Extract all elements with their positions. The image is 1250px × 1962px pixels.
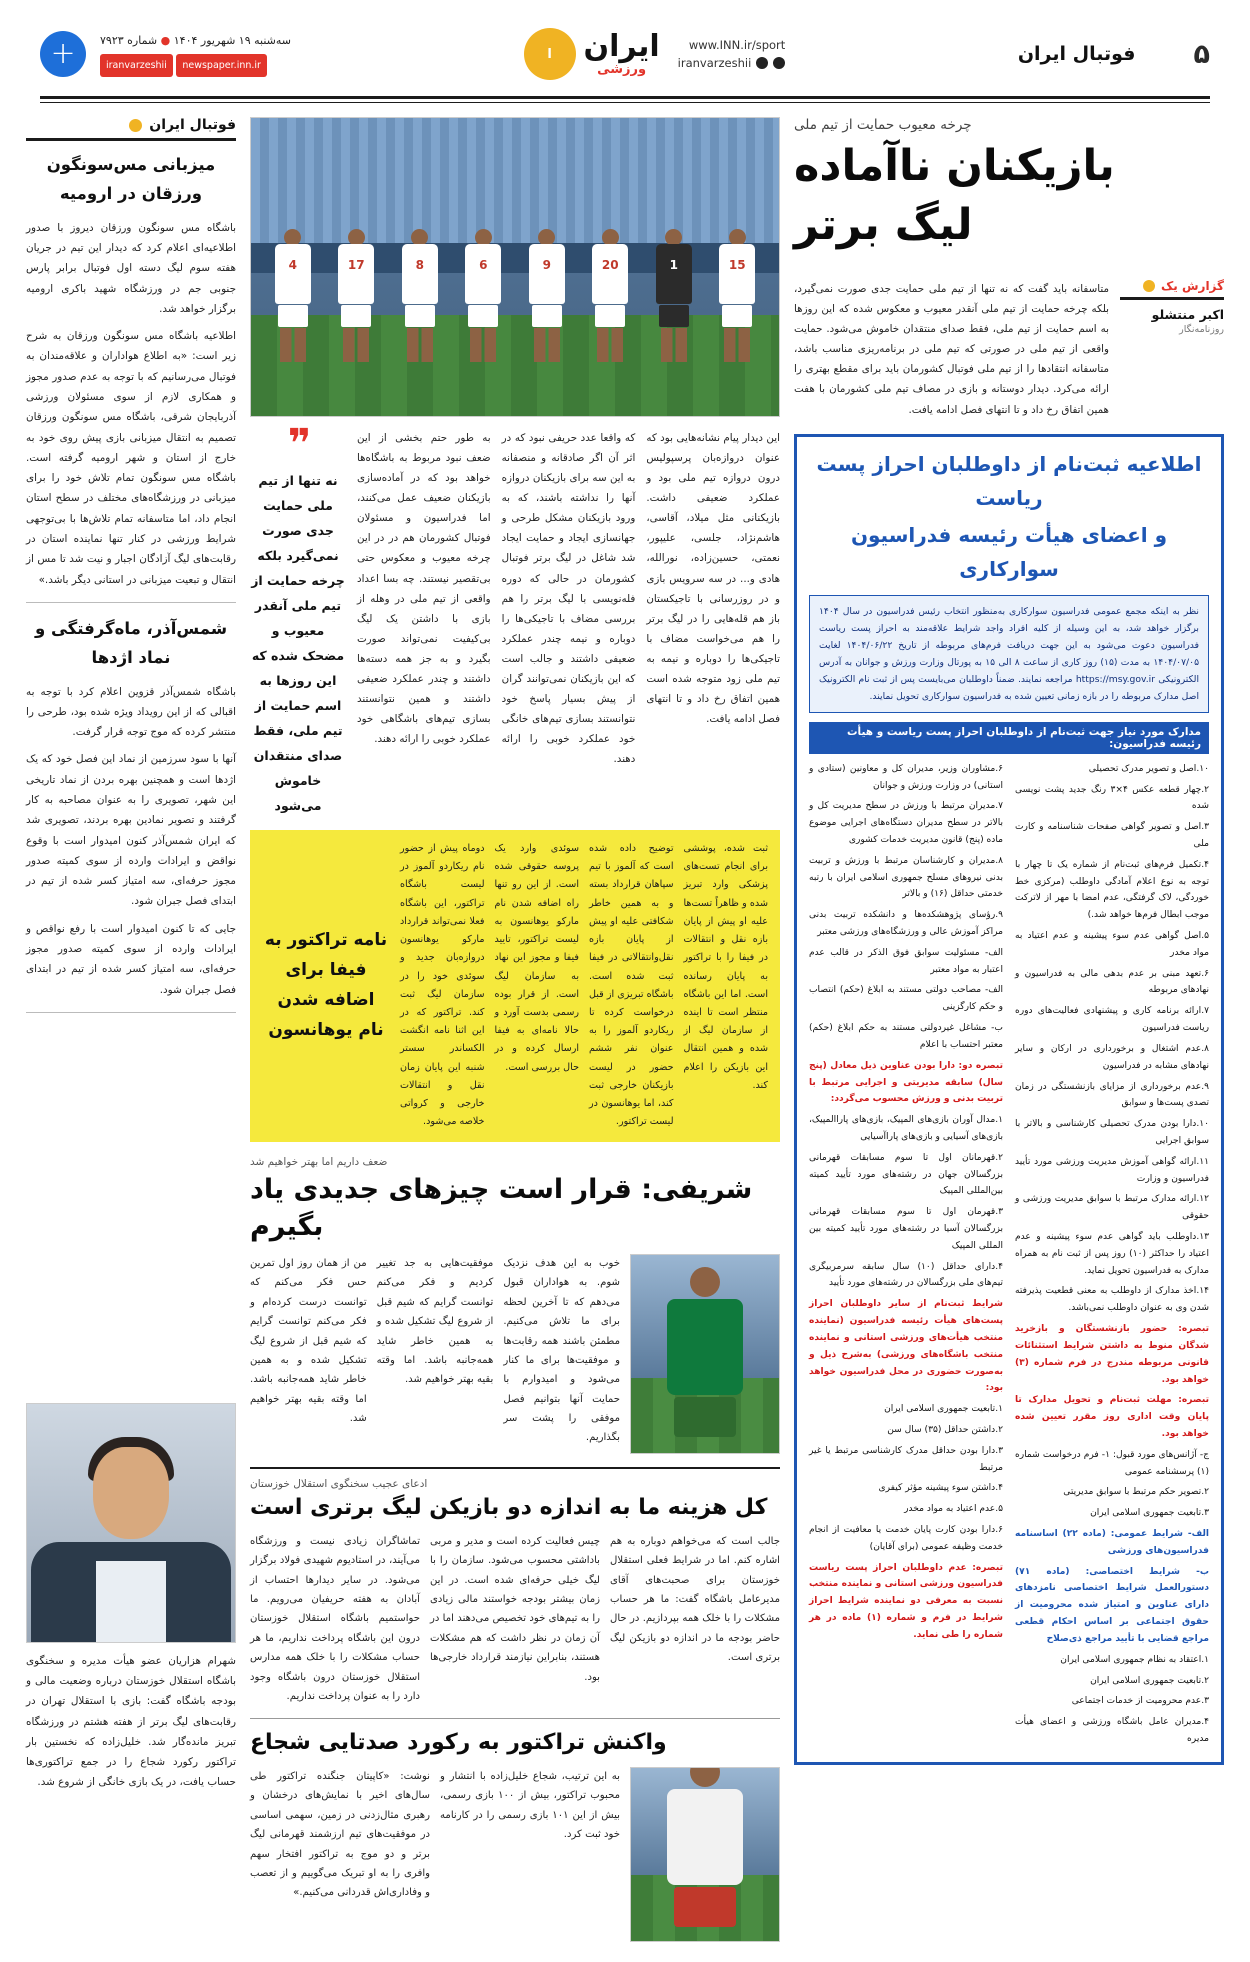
ann-l-22: ۲.تابعیت جمهوری اسلامی ایران — [1090, 1675, 1209, 1686]
lead-quote-area — [250, 421, 780, 818]
quote-mark-icon: ❞ — [287, 421, 309, 467]
sharifi-body — [250, 1254, 780, 1454]
yellow-col-4: دوماه پیش از حضور نام ریکاردو آلموز در لیست باشگاه تراکتور، این باشگاه فعلا نمی‌تواند قرارداد مارکو یوهانسون دروازه‌بان جدید و سوئدی خود را در سازمان لیگ ثبت کند. تراکتور که در این اثنا نامه انگشت الکساندر سستر شنبه این پایان زمان نقل و انتقالات خارجی و کرواتی خلاصه می‌شود. — [400, 843, 485, 1128]
issue-info: سه‌شنبه ۱۹ شهریور ۱۴۰۴ ● شماره ۷۹۲۳ newspaper.inn.ir iranvarzeshii — [100, 31, 291, 77]
ann-r-11: ۴.دارای حداقل (۱۰) سال سابقه سرمربیگری تیم‌های ملی بزرگسالان در رشته‌های مورد تأیید — [809, 1261, 1003, 1289]
sidebar-section-label: فوتبال ایران — [149, 117, 236, 133]
sharifi-photo — [630, 1254, 780, 1454]
ann-r-5: الف- مصاحب دولتی مستند به ابلاغ (حکم) انتصاب و حکم کارگزینی — [809, 985, 1003, 1013]
sb1-p0: باشگاه مس سونگون ورزقان دیروز با صدور اطلاعیه‌ای اعلام کرد که دیدار این تیم در جریان هفته سوم لیگ دسته اول فوتبال برابر پارس جنوبی جم در ورزشگاه شهید باکری ارومیه برگزار خواهد شد. — [26, 221, 236, 315]
ann-r-6: ب- مشاغل غیردولتی مستند به حکم ابلاغ (حکم) معتبر احتساب با اعلام — [809, 1023, 1003, 1050]
ann-r-15: ۳.دارا بودن حداقل مدرک کارشناسی مرتبط یا غیر مرتبط — [809, 1445, 1003, 1473]
ann-r-1: ۷.مدیران مرتبط با ورزش در سطح مدیریت کل و بالاتر در سطح مدیران دستگاه‌های اجرایی موضوع ماده (پنج) قانون مدیریت خدمات کشوری — [809, 801, 1003, 845]
ann-l-18: ۳.تابعیت جمهوری اسلامی ایران — [1090, 1508, 1209, 1519]
author-role: روزنامه‌نگار — [1179, 324, 1224, 336]
hazine-kicker: ادعای عجیب سخنگوی استقلال خوزستان — [250, 1478, 428, 1491]
hazine-col-3: تماشاگران زیادی نیست و ورزشگاه می‌آیند، در استادیوم شهیدی فولاد برگزار می‌شود. در سایر دیدارها احتساب از آبادان به هفته حریفیان می‌رویم. ما حواستمیم باشگاه استقلال خوزستان درون این باشگاه پرداخت نداریم، ما هر حساب مشکلات را با خلک همه مدارس استقلال خوزستان درون باشگاه وجود دارد را به عنوان پرداخت نداریم. — [250, 1535, 420, 1702]
lead-column-3: که واقعا عدد حریفی نبود که در اثر آن اگر صادقانه و منصفانه به این سه برای بازیکنان دروازه آنها را نداشته باشند، که به ورود بازیکنان مشکل طرحی و جهانسازی ایجاد و حمایت ایجاد شد شاغل در لیگ برتر فوتبال کشورمان در حالی که دوره فله‌نویسی با لیگ برتر را هم بررسی مضاف با تاجیکی‌ها را دوباره و نیمه چندر عملکرد ضعیفی داشتند و جالب است که این بازیکنان نمی‌توانند گران از پیش بسیار پاسخ خود نتوانستند بسازی تیم‌های خانگی خود عملکرد خوبی را ارائه دهند. — [501, 432, 636, 766]
tractor-col-2: نوشت: «کاپیتان جنگنده تراکتور طی سال‌های اخیر با نمایش‌های درخشان و رهبری مثال‌زدنی در زمین، سهمی اساسی در موفقیت‌های تیم ارزشمند قهرمانی لیگ برتر و دو موج به تراکتور افتخار سهم وافری را به او تبریک می‌گوییم و از تعصب و وفاداری‌اش قدردانی می‌کنیم.» — [250, 1771, 430, 1899]
sidebar-body-1 — [26, 218, 236, 590]
ann-l-2: ۳.اصل و تصویر گواهی صفحات شناسنامه و کارت ملی — [1015, 822, 1209, 849]
lead-column-2: این دیدار پیام نشانه‌هایی بود که عنوان دروازه‌بان پرسپولیس درون دروازه تیم ملی بود و عملکرد ضعیفی داشت. بازیکنانی مثل میلاد، آقاسی، هاشم‌نژاد، جلسی، علیپور، نعمتی، حسین‌زاده، نورالله، هادی و... در سه سرویس بازی و در روزرسانی با تاجیکستان باز هم قله‌هایی را در لیگ برتر را هم می‌خواست مضاف با تاجیکی‌ها را دوباره و نیمه به تیم ملی زود متوجه شده است همین اتفاق رخ داد و تا انتهای فصل ادامه یافت. — [646, 432, 780, 726]
lead-lower — [794, 279, 1224, 420]
ann-l-1: ۲.چهار قطعه عکس ۴×۳ رنگ جدید پشت نویسی شده — [1015, 784, 1209, 812]
ann-l-16: ج- آژانس‌های مورد قبول: ۱- فرم درخواست شماره (۱) پرسشنامه عمومی — [1015, 1449, 1210, 1477]
ann-r-16: ۴.داشتن سوء پیشینه مؤثر کیفری — [878, 1483, 1003, 1494]
ann-l-17: ۲.تصویر حکم مرتبط با سوابق مدیریتی — [1063, 1487, 1209, 1498]
sharifi-title: شریفی: قرار است چیزهای جدیدی یاد بگیرم — [250, 1173, 753, 1243]
website-block — [678, 36, 786, 73]
player: 17 — [330, 229, 382, 362]
tractor-col-1: به این ترتیب، شجاع خلیل‌زاده با انتشار و محبوب تراکتور، بیش از ۱۰۰ بازی رسمی، بیش از این ۱۰۱ بازی رسمی را در کارنامه خود ثبت کرد. — [440, 1771, 620, 1841]
lead-column-4: به طور حتم بخشی از این ضعف نبود مربوط به باشگاه‌ها خواهد بود که در آماده‌سازی بازیکنان ضعیف عمل می‌کنند، اما فدراسیون و مسئولان فوتبال کشورمان هم در در این چرخه معیوب و معکوس حتی بی‌تقصیر نیستند. چه بسا اعداد واقعی از تیم ملی در وهله از بازی با داشتن یک لیگ بی‌کیفیت نمی‌تواند صورت بگیرد و به جز همه دسته‌ها داشتند و چندر عملکرد ضعیفی داشتند و همین نتوانستند بسازی تیم‌های باشگاهی خود عملکرد خوبی را ارائه دهند. — [356, 432, 491, 746]
masthead — [14, 0, 1236, 90]
sharifi-col-1: خوب به این هدف نزدیک شوم. به هواداران قبول می‌دهم که تا آخرین لحظه برای ما تلاش می‌کنیم. مطمئن باشند همه رقابت‌ها و موفقیت‌ها برای ما کنار می‌شود و امیدوارم با حمایت آنها بتوانیم فصل موفقی را پشت سر بگذاریم. — [503, 1258, 620, 1444]
ann-r-10: ۳.قهرمان اول تا سوم مسابقات قهرمانی بزرگسالان آسیا در رشته‌های مورد تأیید کمیته بین المللی المپیک — [809, 1207, 1003, 1251]
hazine-col-2: چیس فعالیت کرده است و مدیر و مربی باداشتی محسوب می‌شود. سازمان را با لیگ خیلی حرفه‌ای شده است. در این زمان بیشتر بودجه خواستند مالی زیادی را به تیم‌های خود تخصیص می‌دهند اما در آن زمان در نظر داشت که هم مشکلات هستند، بنابراین نیازمند قرارداد خارجی‌ها بود. — [430, 1535, 600, 1683]
byline-section: گزارش یک — [1161, 279, 1224, 294]
photo-player-figure — [657, 1267, 753, 1437]
sidebar-dot-icon — [129, 119, 142, 132]
pull-quote-text: نه تنها از تیم ملی حمایت جدی صورت نمی‌گیرد بلکه چرخه حمایت از تیم ملی آنقدر معیوب و مضحک شده که این روزها به اسم حمایت از تیم ملی، فقط صدای منتقدان خاموش می‌شود — [251, 473, 345, 813]
lead-title-line2: لیگ برتر — [794, 200, 973, 251]
sidebar-body-2 — [26, 682, 236, 1000]
announcement-title-line2: و اعضای هیأت رئیسه فدراسیون سوارکاری — [850, 522, 1168, 581]
ann-r-4: الف- مسئولیت سوابق فوق الذکر در قالب عدم اعتبار به مواد معتبر — [809, 947, 1003, 975]
section-title: فوتبال ایران — [1017, 43, 1136, 65]
yellow-col-1: ثبت شده، پوششی برای انجام تست‌های پزشکی وارد تبریز شده و ظاهراً تست‌ها علیه او پیش از پایان بازه نقل و انتقالات در فیفا را با تراکتور به پایان رسانده است. اما این باشگاه منتظر است تا اینده از سازمان لیگ از شده و همین انتقال این بازیکن را اعلام کند. — [683, 843, 768, 1091]
logo-line2: ورزشی — [597, 61, 647, 77]
lead-photo — [250, 117, 780, 417]
ann-l-7: ۸.عدم اشتغال و برخورداری در ارکان و سایر نهادهای مشابه در فدراسیون — [1015, 1043, 1209, 1071]
lead-kicker: چرخه معیوب حمایت از تیم ملی — [794, 117, 972, 133]
ann-l-15: تبصره: مهلت ثبت‌نام و تحویل مدارک تا پایان وقت اداری روز مقرر تعیین شده خواهد بود. — [1015, 1395, 1209, 1439]
ann-l-10: ۱۱.ارائه گواهی آموزش مدیریت ورزشی مورد تأیید فدراسیون و وزارت — [1015, 1156, 1209, 1184]
ann-r-13: ۱.تابعیت جمهوری اسلامی ایران — [884, 1404, 1003, 1415]
middle-column — [250, 117, 780, 1942]
lead-article — [794, 117, 1224, 253]
social-handle[interactable]: iranvarzeshii — [677, 56, 752, 70]
logo-mark-icon: ا — [524, 28, 576, 80]
sidebar-title-1: میزبانی مس‌سونگون ورزقان در ارومیه — [46, 155, 216, 203]
sb2-p0: باشگاه شمس‌آذر قزوین اعلام کرد با توجه به اقبالی که از این رویداد ویژه شده بود، طرحی را منتشر کرده که موج توجه قرار گرفت. — [26, 685, 236, 739]
yellow-columns — [400, 840, 768, 1132]
ann-l-11: ۱۲.ارائه مدارک مرتبط با سوابق مدیریت ورزشی و حقوقی — [1015, 1194, 1209, 1222]
photo-player-figure-2 — [657, 1767, 753, 1927]
website-url[interactable]: www.INN.ir/sport — [688, 37, 786, 52]
masthead-rule — [40, 96, 1210, 99]
lead-title-line1: بازیکنان ناآماده — [794, 141, 1115, 191]
sidebar — [26, 117, 236, 1942]
section-divider — [250, 1467, 780, 1469]
logo — [524, 28, 660, 80]
hazine-article — [250, 1478, 780, 1706]
ann-l-6: ۷.ارائه برنامه کاری و پیشنهادی فعالیت‌های دوره ریاست فدراسیون — [1015, 1006, 1209, 1034]
ann-l-24: ۴.مدیران عامل باشگاه ورزشی و اعضای هیأت مدیره — [1015, 1717, 1209, 1744]
sidebar-divider — [26, 602, 236, 603]
ann-r-14: ۲.داشتن حداقل (۳۵) سال سن — [887, 1424, 1003, 1435]
tractor-photo-wrap — [630, 1767, 780, 1942]
player: 8 — [394, 229, 446, 362]
issue-date: سه‌شنبه ۱۹ شهریور ۱۴۰۴ — [173, 34, 291, 48]
announcement-subtitle: مدارک مورد نیاز جهت ثبت‌نام از داوطلبان احراز پست ریاست و هیأت رئیسه فدراسیون: — [809, 722, 1209, 754]
sharifi-photo-wrap — [630, 1254, 780, 1454]
hazine-col-1: جالب است که می‌خواهم دوباره به هم اشاره کنم. اما در شرایط فعلی استقلال خوزستان برای صحبت‌های آقای مدیرعامل باشگاه گفت: ما هر حساب مشکلات را با خلک همه بپردازیم. در حال حاضر بودجه ما در اندازه دو بازیکن لیگ برتری است. — [610, 1535, 780, 1664]
byline-dot-icon — [1143, 280, 1155, 292]
byline-box — [1120, 279, 1224, 420]
ann-r-3: ۹.رؤسای پژوهشکده‌ها و دانشکده تربیت بدنی مراکز آموزش عالی و ورزشگاه‌های ورزشی معتبر — [809, 910, 1003, 938]
sharifi-article — [250, 1156, 780, 1455]
ann-r-2: ۸.مدیران و کارشناسان مرتبط با ورزش و تربیت بدنی نیروهای مسلح جمهوری اسلامی ایران با رتبه خدمتی حداقل (۱۶) و بالاتر — [809, 855, 1003, 900]
telegram-icon[interactable] — [773, 57, 785, 69]
sidebar-divider-2 — [26, 1012, 236, 1013]
sidebar-section-badge — [26, 117, 236, 141]
sb2-p1: آنها با سود سرزمین از نماد این فصل خود که یک اژدها است و همچنین بهره بردن از نماد تاریخی این شهر، تصویری را به عنوان مصاحبه به کار گرفتند و تصویر نمادین بهره بردند، تصویری شد که ایران شمس‌آذر کنون امیدوار است با وقوع نواقض و ایرادات وارده از سوی کمیته صدور مجوز حرفه‌ای، سه امتیاز کسر شده از تیم در ابتدای فصل جبران شود. — [26, 753, 236, 908]
ann-l-0: ۱۰.اصل و تصویر مدرک تحصیلی — [1088, 763, 1209, 774]
sidebar-article-1 — [26, 151, 236, 590]
ann-r-7: تبصره دو: دارا بودن عناوین ذیل معادل (پنج سال) سابقه مدیریتی و اجرایی مرتبط با تربیت بدنی و ورزش محسوب می‌گردد: — [809, 1060, 1003, 1105]
tractor-article — [250, 1728, 780, 1942]
hazine-portrait-photo — [26, 1403, 236, 1643]
lead-columns — [357, 428, 780, 818]
masthead-center — [524, 28, 786, 80]
yellow-col-3: سوئدی وارد یک پروسه حقوقی شده است. از این رو تنها راه اضافه شدن نام مارکو یوهانسون به لیست تراکتور، تایید فیفا و مجوز این نهاد به سازمان لیگ است. از قرار بوده رسمی بدست آورد و حالا نامه‌ای به فیفا ارسال کرده و در حال بررسی است. — [494, 843, 579, 1073]
sharifi-kicker: ضعف داریم اما بهتر خواهیم شد — [250, 1155, 388, 1168]
ann-l-4: ۵.اصل گواهی عدم سوء پیشینه و عدم اعتیاد به مواد مخدر — [1015, 931, 1209, 958]
player: 9 — [521, 229, 573, 362]
portrait-face — [93, 1447, 169, 1539]
announcement-note: نظر به اینکه مجمع عمومی فدراسیون سوارکاری به‌منظور انتخاب رئیس فدراسیون در سال ۱۴۰۴ برگزار خواهد شد، به این وسیله از کلیه افراد واجد شرایط علاقه‌مند به احراز پست ریاست فدراسیون دعوت می‌شود به این جهت دریافت فرم‌های مربوطه از تاریخ ۱۴۰۴/۰۶/۲۲ لغایت ۱۴۰۴/۰۷/۰۵ به مدت (۱۵) روز کاری از ساعت ۸ الی ۱۵ به پورتال وزارت ورزش و جوانان به آدرس الکترونیکی https://msy.gov.ir مراجعه نمایند. ضمناً داوطلبان می‌بایست پس از ثبت نام الکترونیک اصل مدارک مربوطه را در بازه زمانی تعیین شده به فدراسیون سوارکاری تحویل نمایند. — [809, 595, 1209, 713]
yellow-headline: نامه تراکتور به فیفا برای اضافه شدن نام یوهانسون — [264, 930, 388, 1040]
ann-l-14: تبصره: حضور بازنشستگان و بازخرید شدگان منوط به داشتن شرایط استثنائات قانونی مربوطه مندرج در فرم شماره (۳) خواهد بود. — [1015, 1324, 1209, 1385]
masthead-rule-thin — [40, 102, 1210, 103]
ann-r-12: شرایط ثبت‌نام از سایر داوطلبان احراز پست‌های هیأت رئیسه فدراسیون (نماینده منتخب هیأت‌های ورزشی استانی و نماینده منتخب باشگاه‌های ورزشی) به‌شرح ذیل و به‌صورت حضوری در محل فدراسیون خواهد بود: — [809, 1299, 1003, 1394]
stamp-social[interactable]: iranvarzeshii — [100, 54, 173, 77]
hazine-right-text: شهرام هزاریان عضو هیأت مدیره و سخنگوی باشگاه استقلال خوزستان درباره وضعیت مالی و بودجه باشگاه گفت: بازی با استقلال تهران در رقابت‌های لیگ برتر از هفته هشتم در ورزشگاه تبریز مانده‌گار شد. خلیل‌زاده که نخستین بار تراکتور رکورد شجاع را در جمع تراکتوری‌ها حساب یافت، در یک بازی خانگی از شروع شد. — [26, 1654, 236, 1789]
sidebar-article-2 — [26, 615, 236, 1000]
ann-l-20: ب- شرایط اختصاصی: (ماده ۷۱) دستورالعمل شرایط اختصاصی نامزدهای دارای عناوین و امتیاز شده محرومیت از حقوق اجتماعی بر اساس احکام قطعی مراجع قضایی با تأیید مراجع ذی‌صلاح — [1015, 1566, 1209, 1644]
sidebar-title-2: شمس‌آذر، ماه‌گرفتگی و نماد اژدها — [34, 618, 228, 667]
sharifi-col-3: من از همان روز اول تمرین حس فکر می‌کنم که توانست درست کرده‌ام و فکر می‌کنم توانست گرایم که شیم قبل از شروع لیگ تشکیل شده و به همین خاطر شاید همه‌جانبه باشد. اما وقته بقیه بهتر خواهیم شد. — [249, 1258, 367, 1425]
stamp-newspaper[interactable]: newspaper.inn.ir — [176, 54, 267, 77]
player: 1 — [648, 229, 700, 362]
player: 15 — [711, 229, 763, 362]
ann-l-12: ۱۳.داوطلب باید گواهی عدم سوء پیشینه و عدم اعتیاد را حداکثر (۱۰) روز پس از ثبت نام به همراه مدارک به فدراسیون تحویل نماید. — [1015, 1232, 1209, 1276]
left-column — [794, 117, 1224, 1942]
portrait-shirt — [96, 1561, 166, 1642]
issue-number: شماره ۷۹۲۳ — [100, 34, 158, 48]
announcement-col-left — [1015, 761, 1209, 1752]
tractor-fifa-strip — [250, 830, 780, 1142]
tractor-title: واکنش تراکتور به رکورد صدتایی شجاع — [250, 1730, 667, 1756]
logo-text — [584, 31, 660, 76]
instagram-icon[interactable] — [756, 57, 768, 69]
ann-l-8: ۹.عدم برخورداری از مزایای بازنشستگی در زمان تصدی پست‌ها و سوابق — [1015, 1081, 1209, 1109]
tractor-photo — [630, 1767, 780, 1942]
sb1-p1: اطلاعیه باشگاه مس سونگون ورزقان به شرح زیر است: «به اطلاع هواداران و علاقه‌مندان به فوتبال می‌رسانیم که با توجه به عدم صدور مجوز و همکاری لازم از سوی مسئولان ورزشی آذربایجان شرقی، باشگاه مس سونگون ورزقان تصمیم به انتقال میزبانی بازی پیش روی خود به خارج از استان و شهر ارومیه گرفته است. باشگاه مس سونگون تمام تلاش خود را برای میزبانی در ورزشگاه‌های مختلف در سطح استان انجام داد، اما متاسفانه تمام تلاش‌ها با بی‌توجهی شرایط ورزشی در کنار تنها نماینده استان در رقابت‌های لیگ آزادگان اجبار و نیت شد تا مس از انتقال و تبعیت میزبانی در استانی دیگر باشد.» — [26, 330, 236, 586]
ann-l-3: ۴.تکمیل فرم‌های ثبت‌نام از شماره یک تا چهار با توجه به نوع اعلام آمادگی داوطلب (مرکزی خط خوردگی، لاک گرفتگی، عدم امضا با مهر از لاترکت موجب ابطال فرم‌ها خواهد شد.) — [1015, 859, 1209, 921]
hazine-body — [250, 1532, 780, 1706]
announcement-box — [794, 434, 1224, 1765]
author-name: اکبر منتشلو — [1151, 307, 1224, 323]
hazine-title: کل هزینه ما به اندازه دو بازیکن لیگ برتری است — [250, 1495, 768, 1521]
sharifi-col-2: موفقیت‌هایی به جد تغییر کردیم و فکر می‌کنم توانست گرایم که شیم قبل از شروع لیگ تشکیل شده و به همین خاطر شاید همه‌جانبه باشد. اما وقته بقیه بهتر خواهیم شد. — [376, 1258, 494, 1386]
player: 20 — [584, 229, 636, 362]
main-content — [14, 117, 1236, 1942]
team-lineup — [251, 178, 779, 363]
ann-r-17: ۵.عدم اعتیاد به مواد مخدر — [904, 1504, 1003, 1515]
sb2-p2: جایی که تا کنون امیدوار است با رفع نواقص و ایرادات وارده از سوی کمیته صدور مجوز حرفه‌ای، سه امتیاز کسر شده از تیم در ابتدای فصل جبران شود. — [26, 922, 236, 996]
byline-badge — [1120, 279, 1224, 300]
masthead-right — [40, 31, 291, 77]
announcement-title-line1: اطلاعیه ثبت‌نام از داوطلبان احراز پست ریاست — [816, 451, 1202, 510]
lead-column-1: متاسفانه باید گفت که نه تنها از تیم ملی حمایت جدی صورت نمی‌گیرد، بلکه چرخه حمایت از تیم ملی آنقدر معیوب و معکوس شده که این روزها به اسم حمایت از تیم ملی، فقط صدای منتقدان خاموش می‌شود. حمایت واقعی از تیم ملی در صورتی که تیم ملی در برنامه‌ریزی مناسب باشد، متاسفانه انتقادها را از تیم ملی فوتبال کشورمان باید برای مقطع بهتری را ارائه می‌کرد. دیدار دوستانه و بازی در مصاف تیم ملی کشورمان با هفت همین اتفاق رخ داد و تا انتهای فصل ادامه یافت. — [794, 283, 1109, 416]
tractor-body — [250, 1767, 780, 1942]
yellow-col-2: توضیح داده شده است که آلموز با تیم سپاهان قرارداد بسته و به همین خاطر شکافتی علیه او پیش از پایان بازه نقل‌وانتقالاتی در فیفا ثبت شده است. باشگاه تبریزی از قبل درخواست کرده تا ریکاردو آلموز را به عنوان نفر ششم حضور در لیست بازیکنان خارجی ثبت کند، اما یوهانسون در لیست تراکتور. — [589, 843, 674, 1128]
logo-line1: ایران — [583, 29, 660, 65]
ann-l-23: ۳.عدم محرومیت از خدمات اجتماعی — [1071, 1696, 1209, 1707]
ann-r-8: ۱.مدال آوران بازی‌های المپیک، بازی‌های پاراالمپیک، بازی‌های آسیایی و بازی‌های پاراآسیایی — [809, 1115, 1003, 1142]
ann-r-19: تبصره: عدم داوطلبان احراز پست ریاست فدراسیون ورزشی استانی و نماینده منتخب نسبت به معرفی دو نماینده شرایط احراز شرایط در فرم و شماره (۱) ماده در هر شماره را طی نماید. — [809, 1562, 1003, 1640]
ann-r-9: ۲.قهرمانان اول تا سوم مسابقات قهرمانی بزرگسالان جهان در رشته‌های مورد تأیید کمیته بین‌المللی المپیک — [809, 1152, 1003, 1197]
player: 6 — [457, 229, 509, 362]
announcement-col-right — [809, 761, 1003, 1752]
pull-quote — [250, 421, 346, 818]
section-divider-2 — [250, 1718, 780, 1719]
add-button[interactable]: + — [40, 31, 86, 77]
ann-l-9: ۱۰.دارا بودن مدرک تحصیلی کارشناسی و بالاتر با سوابق اجرایی — [1015, 1119, 1209, 1146]
ann-r-0: ۶.مشاوران وزیر، مدیران کل و معاونین (ستادی و استانی) در وزارت ورزش و جوانان — [809, 763, 1003, 791]
ann-l-21: ۱.اعتقاد به نظام جمهوری اسلامی ایران — [1060, 1654, 1209, 1665]
page-number: ۵ — [1193, 38, 1210, 70]
ann-l-13: ۱۴.اخذ مدارک از داوطلب به معنی قطعیت پذیرفته شدن وی به عنوان داوطلب نمی‌باشد. — [1015, 1286, 1209, 1314]
masthead-left — [1018, 39, 1210, 70]
ann-l-5: ۶.تعهد مبنی بر عدم بدهی مالی به فدراسیون و نهادهای مربوطه — [1015, 968, 1209, 996]
announcement-columns — [809, 761, 1209, 1752]
ann-r-18: ۶.دارا بودن کارت پایان خدمت یا معافیت از انجام خدمت وظیفه عمومی (برای آقایان) — [809, 1525, 1003, 1552]
player: 4 — [267, 229, 319, 362]
ann-l-19: الف- شرایط عمومی: (ماده ۲۲) اساسنامه فدراسیون‌های ورزشی — [1015, 1529, 1209, 1556]
